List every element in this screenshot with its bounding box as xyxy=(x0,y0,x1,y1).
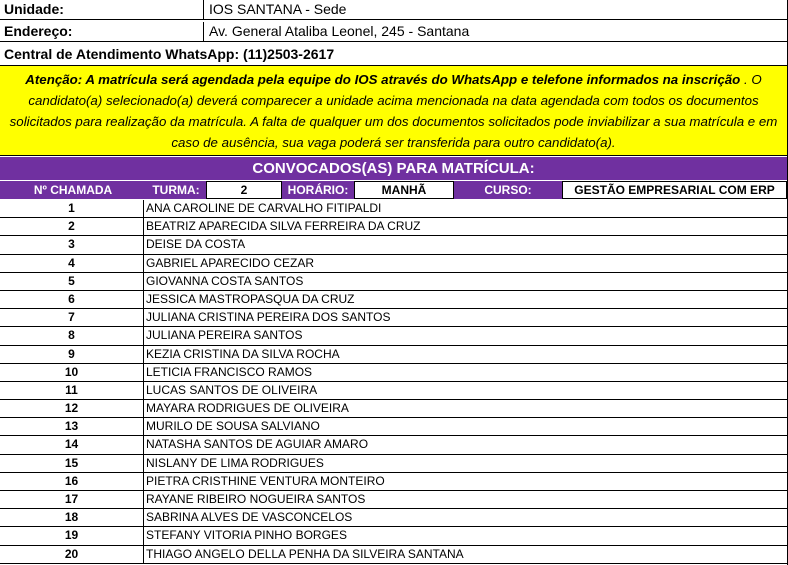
candidate-name: LUCAS SANTOS DE OLIVEIRA xyxy=(146,382,318,397)
call-number: 20 xyxy=(0,546,144,563)
course-label: CURSO: xyxy=(484,183,532,197)
call-number: 16 xyxy=(0,473,144,490)
table-row xyxy=(0,382,787,400)
table-row xyxy=(0,200,787,218)
call-number: 6 xyxy=(0,291,144,308)
notice-text: . O candidato(a) selecionado(a) deverá comparecer a unidade acima mencionada na data agendada com todos os documentos solicitados para realização da matrícula. A falta de qualquer um dos documentos solicitados pode inviabilizar a sua matrícula e em caso de ausência, sua vaga poderá ser transferida para outro candidato(a). xyxy=(9,72,778,150)
call-number: 10 xyxy=(0,364,144,381)
call-number: 12 xyxy=(0,400,144,417)
call-number: 19 xyxy=(0,527,144,544)
whatsapp-contact: Central de Atendimento WhatsApp: (11)2503-2617 xyxy=(0,44,787,66)
call-number: 17 xyxy=(0,491,144,508)
candidate-name: KEZIA CRISTINA DA SILVA ROCHA xyxy=(146,346,340,361)
table-row xyxy=(0,473,787,491)
address-label: Endereço: xyxy=(0,22,204,42)
notice-bold-text: Atenção: A matrícula será agendada pela equipe do IOS através do WhatsApp e telefone informados na inscrição xyxy=(25,72,741,87)
class-value: 2 xyxy=(206,181,282,199)
address-row xyxy=(0,22,787,42)
call-number: 18 xyxy=(0,509,144,526)
candidate-name: SABRINA ALVES DE VASCONCELOS xyxy=(146,510,353,525)
table-row xyxy=(0,527,787,545)
call-number: 7 xyxy=(0,309,144,326)
candidate-name: NATASHA SANTOS DE AGUIAR AMARO xyxy=(146,437,369,452)
candidate-name: ANA CAROLINE DE CARVALHO FITIPALDI xyxy=(146,201,382,215)
class-label: TURMA: xyxy=(152,183,200,197)
call-number: 14 xyxy=(0,436,144,453)
candidate-name: PIETRA CRISTHINE VENTURA MONTEIRO xyxy=(146,473,385,488)
candidate-name: JULIANA PEREIRA SANTOS xyxy=(146,328,303,343)
call-number: 11 xyxy=(0,382,144,399)
candidate-name: GIOVANNA COSTA SANTOS xyxy=(146,273,304,288)
course-value: GESTÃO EMPRESARIAL COM ERP xyxy=(562,181,787,199)
table-row xyxy=(0,546,787,564)
candidate-name: THIAGO ANGELO DELLA PENHA DA SILVEIRA SANTANA xyxy=(146,546,464,561)
page-title: CONVOCADOS(AS) PARA MATRÍCULA: xyxy=(0,157,787,181)
call-number: 5 xyxy=(0,273,144,290)
candidate-name: GABRIEL APARECIDO CEZAR xyxy=(146,255,315,270)
table-row xyxy=(0,255,787,273)
table-row xyxy=(0,491,787,509)
time-label: HORÁRIO: xyxy=(287,183,349,197)
table-row xyxy=(0,364,787,382)
call-number: 9 xyxy=(0,346,144,363)
call-number: 15 xyxy=(0,455,144,472)
table-header xyxy=(0,181,787,199)
candidate-name: JULIANA CRISTINA PEREIRA DOS SANTOS xyxy=(146,310,391,325)
candidate-name: DEISE DA COSTA xyxy=(146,237,246,252)
unit-row xyxy=(0,0,787,20)
unit-value: IOS SANTANA - Sede xyxy=(209,1,347,17)
candidate-list xyxy=(0,200,787,564)
call-number: 13 xyxy=(0,418,144,435)
table-row xyxy=(0,218,787,236)
address-value: Av. General Ataliba Leonel, 245 - Santana xyxy=(209,23,470,39)
time-value: MANHÃ xyxy=(354,181,454,199)
table-row xyxy=(0,346,787,364)
candidate-name: MAYARA RODRIGUES DE OLIVEIRA xyxy=(146,401,349,416)
call-number-header: Nº CHAMADA xyxy=(33,183,113,197)
table-row xyxy=(0,327,787,345)
candidate-name: NISLANY DE LIMA RODRIGUES xyxy=(146,455,324,470)
table-row xyxy=(0,509,787,527)
candidate-name: BEATRIZ APARECIDA SILVA FERREIRA DA CRUZ xyxy=(146,219,421,234)
candidate-name: STEFANY VITORIA PINHO BORGES xyxy=(146,528,347,543)
call-number: 1 xyxy=(0,200,144,217)
unit-label: Unidade: xyxy=(0,0,204,20)
candidate-name: JESSICA MASTROPASQUA DA CRUZ xyxy=(146,291,355,306)
table-row xyxy=(0,291,787,309)
attention-notice xyxy=(0,66,787,156)
table-row xyxy=(0,455,787,473)
table-row xyxy=(0,418,787,436)
candidate-name: LETICIA FRANCISCO RAMOS xyxy=(146,364,313,379)
table-row xyxy=(0,400,787,418)
call-number: 4 xyxy=(0,255,144,272)
table-row xyxy=(0,236,787,254)
candidate-name: MURILO DE SOUSA SALVIANO xyxy=(146,419,320,434)
call-number: 2 xyxy=(0,218,144,235)
call-number: 3 xyxy=(0,236,144,253)
call-number: 8 xyxy=(0,327,144,344)
table-row xyxy=(0,273,787,291)
candidate-name: RAYANE RIBEIRO NOGUEIRA SANTOS xyxy=(146,492,366,506)
table-row xyxy=(0,436,787,454)
table-row xyxy=(0,309,787,327)
